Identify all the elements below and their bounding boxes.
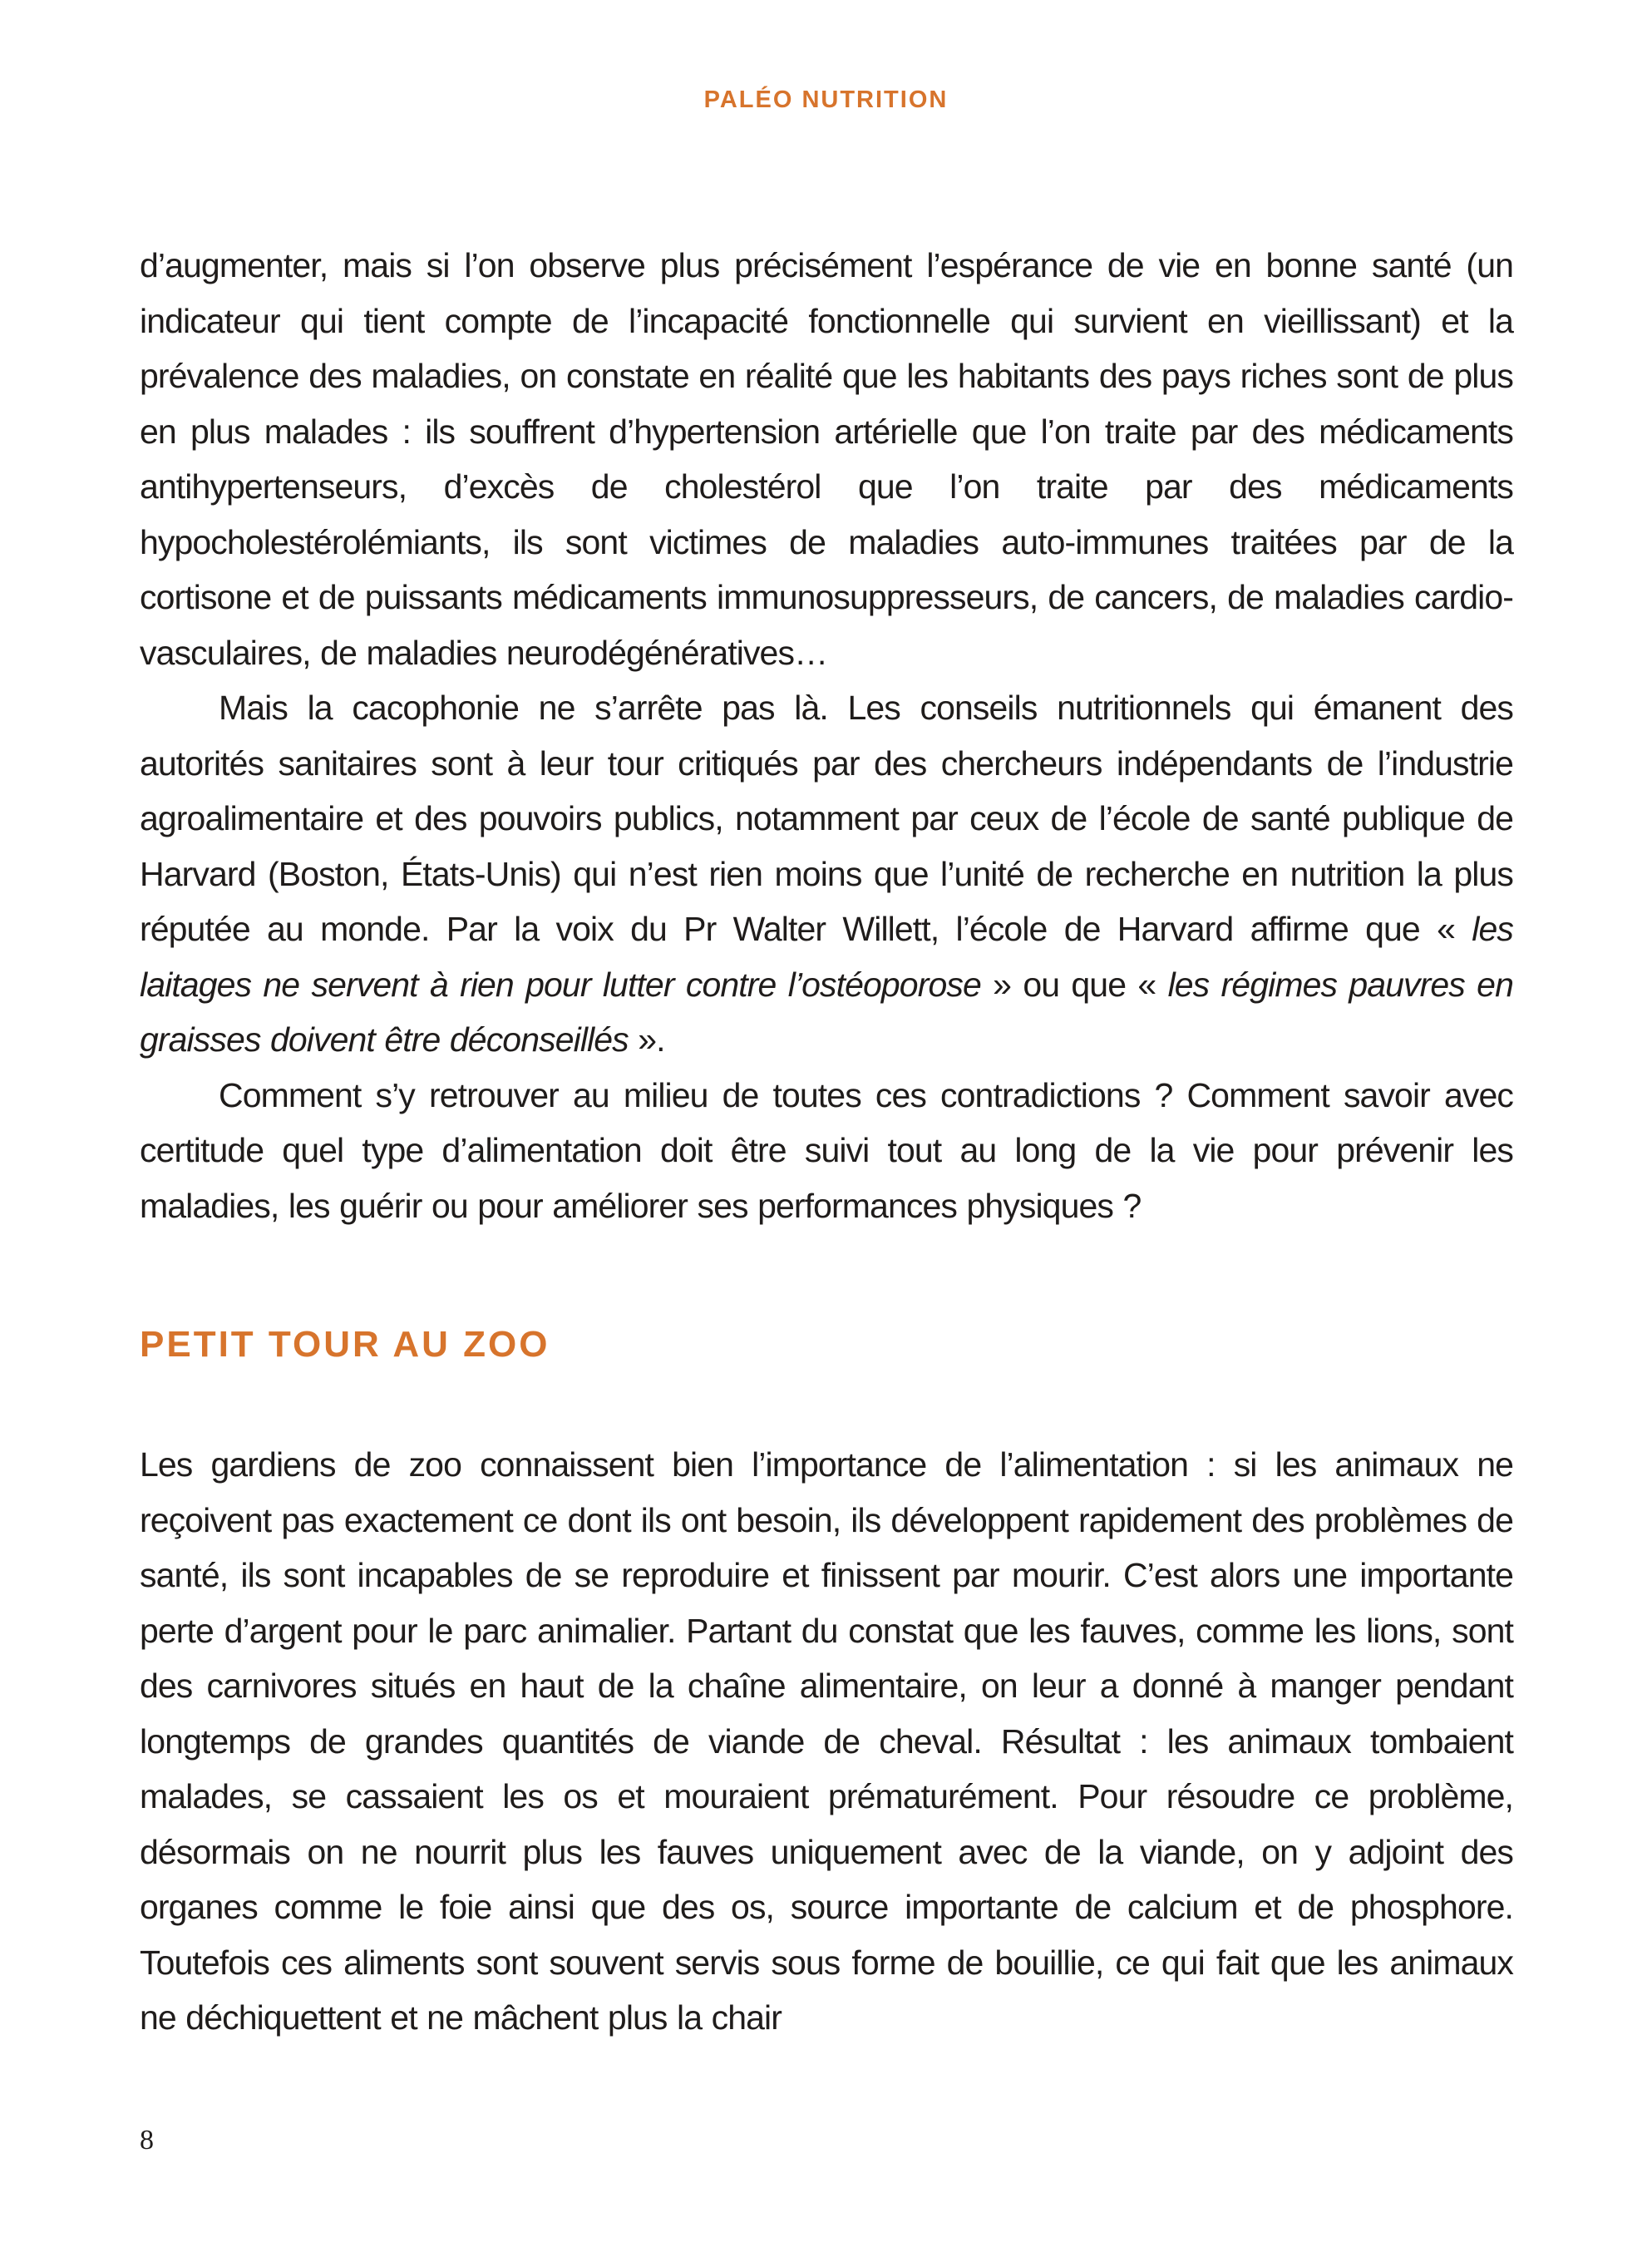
paragraph <box>140 680 1513 1068</box>
paragraph-tail: ». <box>628 1020 665 1059</box>
running-header: PALÉO NUTRITION <box>703 86 949 113</box>
page-number: 8 <box>140 2125 154 2156</box>
paragraph-text: Les gardiens de zoo connaissent bien l’importance de l’alimentation : si les animaux ne reçoivent pas exactement ce dont ils ont besoin, ils développent rapidement des problèmes de santé, ils sont incapables de se reproduire et finissent par mourir. C’est alors une importante perte d’argent pour le parc animalier. Partant du constat que les fauves, comme les lions, sont des carnivores situés en haut de la chaîne alimentaire, on leur a donné à manger pendant longtemps de grandes quantités de viande de cheval. Résultat : les animaux tombaient malades, se cassaient les os et mouraient prématurément. Pour résoudre ce problème, désormais on ne nourrit plus les fauves uniquement avec de la viande, on y adjoint des organes comme le foie ainsi que des os, source importante de calcium et de phosphore. Toutefois ces aliments sont souvent servis sous forme de bouillie, ce qui fait que les animaux ne déchiquettent et ne mâchent plus la chair <box>140 1445 1513 2037</box>
quote-low-fat-diets: les régimes pauvres en graisses doivent être déconseillés <box>140 965 1513 1059</box>
paragraph-middle: » ou que « <box>980 965 1168 1004</box>
paragraph-text: Comment s’y retrouver au milieu de toutes ces contradictions ? Comment savoir avec certitude quel type d’alimentation doit être suivi tout au long de la vie pour prévenir les maladies, les guérir ou pour améliorer ses performances physiques ? <box>140 1075 1513 1225</box>
quote-dairy-osteoporosis: les laitages ne servent à rien pour lutter contre l’ostéoporose <box>140 910 1513 1004</box>
paragraph-lead: Mais la cacophonie ne s’arrête pas là. Les conseils nutritionnels qui émanent des autorités sanitaires sont à leur tour critiqués par des chercheurs indépendants de l’industrie agroalimentaire et des pouvoirs publics, notamment par ceux de l’école de santé publique de Harvard (Boston, États-Unis) qui n’est rien moins que l’unité de recherche en nutrition la plus réputée au monde. Par la voix du Pr Walter Willett, l’école de Harvard affirme que « <box>140 689 1513 948</box>
paragraph-text <box>140 689 1513 1059</box>
paragraph <box>140 238 1513 680</box>
paragraph <box>140 1437 1513 2046</box>
paragraph-text: d’augmenter, mais si l’on observe plus précisément l’espérance de vie en bonne santé (un indicateur qui tient compte de l’incapacité fonctionnelle qui survient en vieillissant) et la prévalence des maladies, on constate en réalité que les habitants des pays riches sont de plus en plus malades : ils souffrent d’hypertension artérielle que l’on traite par des médicaments antihypertenseurs, d’excès de cholestérol que l’on traite par des médicaments hypocholestérolémiants, ils sont victimes de maladies auto-immunes traitées par de la cortisone et de puissants médicaments immunosuppresseurs, de cancers, de maladies cardio-vasculaires, de maladies neurodégénératives… <box>140 246 1513 672</box>
section-text <box>140 1437 1513 2046</box>
section-heading: PETIT TOUR AU ZOO <box>140 1324 550 1365</box>
intro-text <box>140 238 1513 1233</box>
paragraph <box>140 1068 1513 1234</box>
